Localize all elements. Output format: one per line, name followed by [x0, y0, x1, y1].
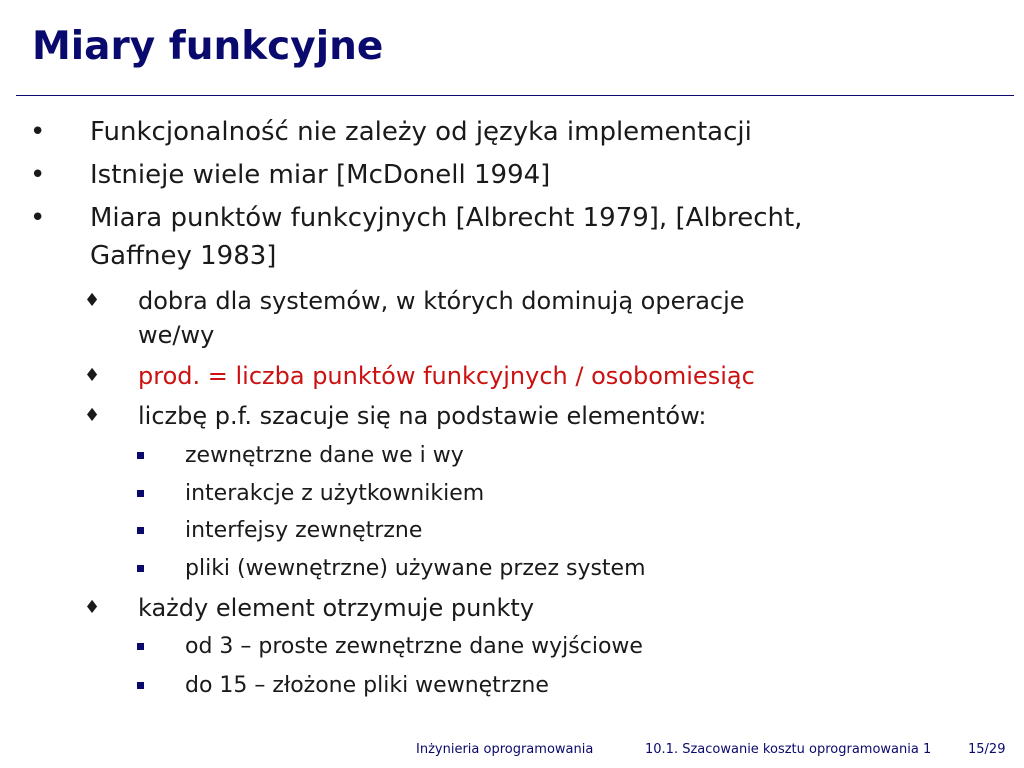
title-divider	[16, 95, 1014, 96]
diamond-bullet-icon: ♦	[84, 365, 101, 386]
footer-page-number: 15/29	[968, 742, 1006, 757]
diamond-bullet-icon: ♦	[84, 597, 101, 618]
element-internal-files: pliki (wewnętrzne) używane przez system	[185, 556, 646, 581]
diamond-bullet-icon: ♦	[84, 290, 101, 311]
slide-title: Miary funkcyjne	[32, 24, 384, 69]
square-bullet-icon	[137, 565, 144, 572]
footer-course: Inżynieria oprogramowania	[416, 742, 594, 757]
sub-bullet-points: każdy element otrzymuje punkty	[138, 594, 535, 622]
bullet-function-points: Miara punktów funkcyjnych [Albrecht 1979], [Albrecht, Gaffney 1983]	[90, 203, 803, 271]
square-bullet-icon	[137, 682, 144, 689]
points-max: do 15 – złożone pliki wewnętrzne	[185, 673, 549, 698]
bullet-functionality: Funkcjonalność nie zależy od języka implementacji	[90, 117, 752, 147]
points-min: od 3 – proste zewnętrzne dane wyjściowe	[185, 634, 643, 659]
sub-bullet-productivity: prod. = liczba punktów funkcyjnych / osobomiesiąc	[138, 362, 755, 390]
bullet-dot-icon: •	[30, 203, 46, 233]
sub-bullet-estimation: liczbę p.f. szacuje się na podstawie elementów:	[138, 402, 707, 430]
bullet-dot-icon: •	[30, 160, 46, 190]
square-bullet-icon	[137, 452, 144, 459]
square-bullet-icon	[137, 527, 144, 534]
element-external-io: zewnętrzne dane we i wy	[185, 443, 464, 468]
element-external-interfaces: interfejsy zewnętrzne	[185, 518, 423, 543]
element-user-interaction: interakcje z użytkownikiem	[185, 481, 485, 506]
bullet-many-measures: Istnieje wiele miar [McDonell 1994]	[90, 160, 551, 190]
bullet-dot-icon: •	[30, 117, 46, 147]
diamond-bullet-icon: ♦	[84, 405, 101, 426]
square-bullet-icon	[137, 643, 144, 650]
sub-bullet-io-systems: dobra dla systemów, w których dominują operacje we/wy	[138, 287, 745, 349]
footer-section: 10.1. Szacowanie kosztu oprogramowania 1	[645, 742, 932, 757]
square-bullet-icon	[137, 490, 144, 497]
